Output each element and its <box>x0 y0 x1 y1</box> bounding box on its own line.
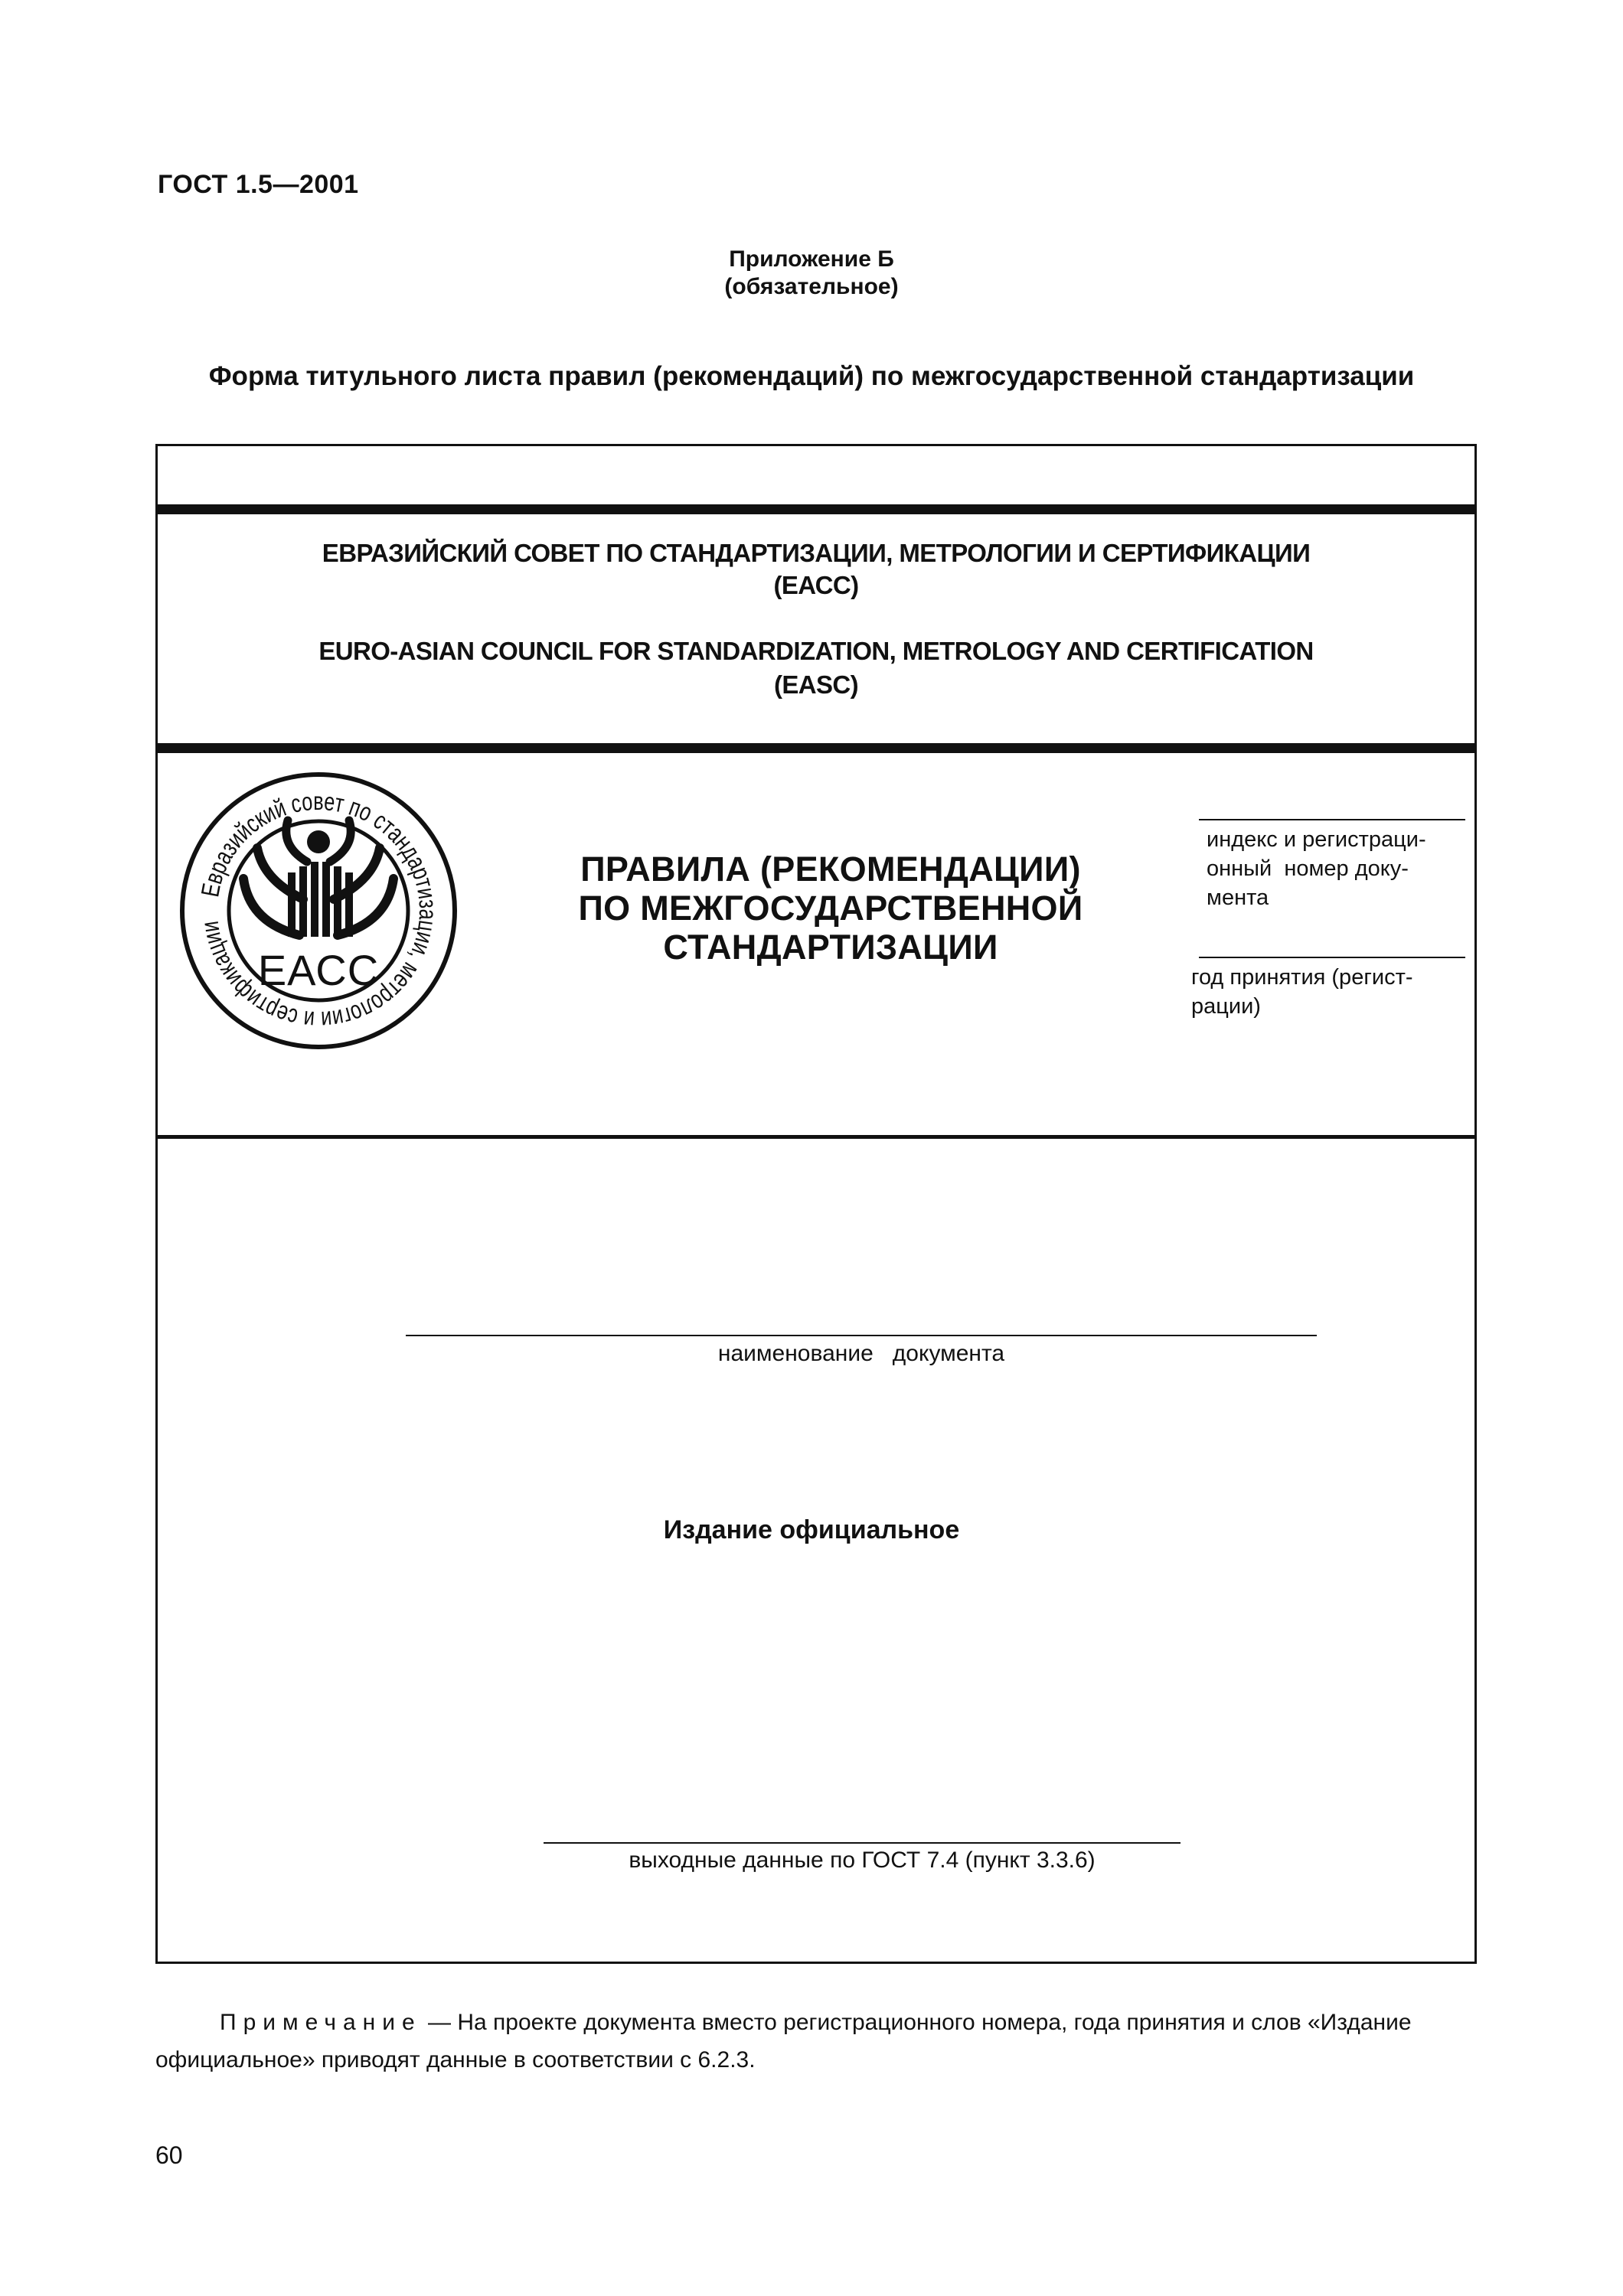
document-name-caption: наименование документа <box>717 1341 1005 1366</box>
council-abbr-en: (EASC) <box>773 670 859 699</box>
council-name-ru: ЕВРАЗИЙСКИЙ СОВЕТ ПО СТАНДАРТИЗАЦИИ, МЕТРОЛОГИИ И СЕРТИФИКАЦИИ <box>322 539 1311 567</box>
document-name-line <box>406 1335 1317 1336</box>
index-caption-line-2: онный номер доку- <box>1207 856 1409 881</box>
page-number: 60 <box>155 2141 183 2169</box>
year-caption-line-2: рации) <box>1191 994 1261 1019</box>
appendix-label: Приложение Б <box>729 246 894 272</box>
document-code: ГОСТ 1.5—2001 <box>158 170 359 199</box>
logo-abbr: ЕАСС <box>257 946 380 994</box>
note-paragraph <box>155 2004 1477 2079</box>
easc-logo <box>173 765 464 1056</box>
note-text-1: На проекте документа вместо регистрационного номера, года принятия и слов «Издание <box>457 2010 1412 2035</box>
council-bottom-rule <box>155 743 1477 753</box>
edition-label: Издание официальное <box>663 1515 960 1544</box>
form-title: Форма титульного листа правил (рекомендаций) по межгосударственной стандартизации <box>208 361 1415 391</box>
title-block-bottom-rule <box>155 1135 1477 1139</box>
index-caption-line-3: мента <box>1207 885 1269 910</box>
note-lead-label: Примечание <box>220 2010 422 2035</box>
rules-title-line-3: СТАНДАРТИЗАЦИИ <box>663 928 998 967</box>
council-abbr-ru: (ЕАСС) <box>773 571 859 599</box>
index-caption-line-1: индекс и регистраци- <box>1207 827 1426 852</box>
imprint-line <box>544 1842 1181 1844</box>
note-line-1 <box>155 2004 1477 2041</box>
council-name-en: EURO-ASIAN COUNCIL FOR STANDARDIZATION, METROLOGY AND CERTIFICATION <box>318 637 1314 665</box>
note-dash: — <box>421 2010 458 2035</box>
year-caption-line-1: год принятия (регист- <box>1191 965 1413 990</box>
imprint-caption: выходные данные по ГОСТ 7.4 (пункт 3.3.6) <box>629 1848 1096 1873</box>
council-top-rule <box>155 504 1477 514</box>
note-line-2: официальное» приводят данные в соответствии с 6.2.3. <box>155 2047 756 2073</box>
rules-title-line-1: ПРАВИЛА (РЕКОМЕНДАЦИИ) <box>580 850 1081 889</box>
year-field-line <box>1199 957 1465 958</box>
index-field-line <box>1199 819 1465 820</box>
rules-title-line-2: ПО МЕЖГОСУДАРСТВЕННОЙ <box>578 889 1083 928</box>
logo-ring-text: Евразийский совет по стандартизации, метрологии и сертификации <box>194 786 443 1035</box>
appendix-status: (обязательное) <box>724 274 899 299</box>
